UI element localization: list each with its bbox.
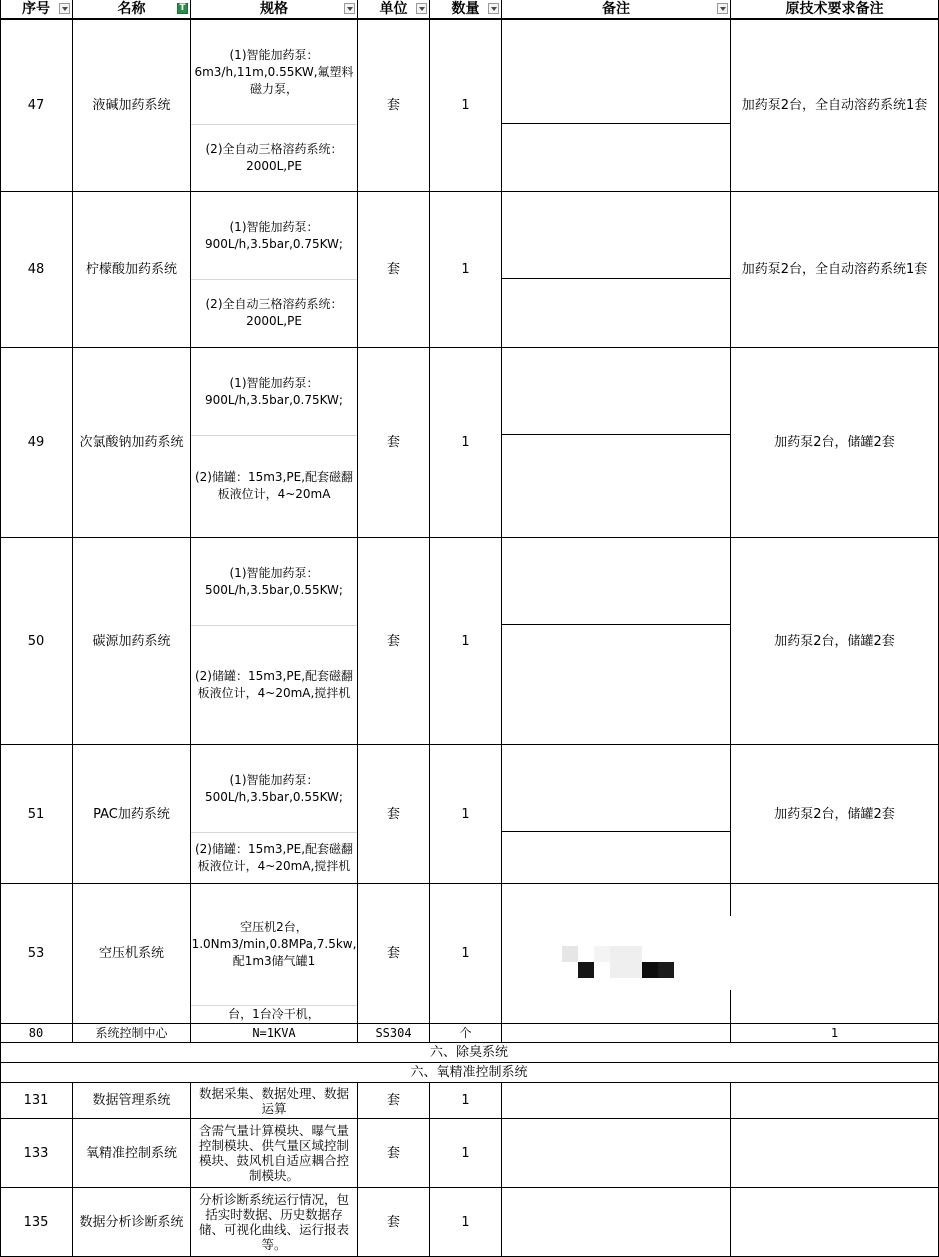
row-seq[interactable]: 50 xyxy=(0,538,73,745)
section-header: 六、氧精准控制系统 xyxy=(0,1063,939,1083)
row-name[interactable]: 碳源加药系统 xyxy=(73,538,191,745)
row-unit[interactable]: 套 xyxy=(358,348,430,538)
row-qty[interactable]: 1 xyxy=(430,1119,502,1188)
row-unit[interactable]: 套 xyxy=(358,1083,430,1119)
row-qty[interactable]: 1 xyxy=(430,20,502,192)
row-seq[interactable]: 135 xyxy=(0,1188,73,1257)
row-remark[interactable] xyxy=(502,1083,731,1119)
row-spec[interactable]: 含需气量计算模块、曝气量控制模块、供气量区域控制模块、鼓风机自适应耦合控制模块。 xyxy=(191,1119,358,1188)
border-gap xyxy=(728,916,732,990)
row-orig-remark[interactable]: 加药泵2台，全自动溶药系统1套 xyxy=(731,20,939,192)
redacted-pixel-block xyxy=(658,962,674,978)
row-remark[interactable] xyxy=(502,745,731,884)
spec-line-1: (1)智能加药泵：6m3/h,11m,0.55KW,氟塑料磁力泵， xyxy=(194,47,354,96)
row-name[interactable]: 次氯酸钠加药系统 xyxy=(73,348,191,538)
header-remark[interactable]: 备注 xyxy=(502,0,731,20)
spec-divider xyxy=(191,279,357,280)
filter-dropdown-icon[interactable] xyxy=(344,3,355,14)
row-remark[interactable] xyxy=(502,538,731,745)
spec-line-2: (2)储罐：15m3,PE,配套磁翻板液位计，4~20mA,搅拌机 xyxy=(194,841,354,873)
row-unit[interactable]: SS304 xyxy=(358,1024,430,1043)
row-name[interactable]: 数据管理系统 xyxy=(73,1083,191,1119)
row-name[interactable]: 氧精准控制系统 xyxy=(73,1119,191,1188)
row-orig-remark[interactable]: 加药泵2台，储罐2套 xyxy=(731,745,939,884)
header-seq[interactable]: 序号 xyxy=(0,0,73,20)
row-qty[interactable]: 1 xyxy=(430,538,502,745)
spec-divider xyxy=(191,1005,357,1006)
row-unit[interactable]: 套 xyxy=(358,20,430,192)
spec-line-1: 空压机2台，1.0Nm3/min,0.8MPa,7.5kw,配1m3储气罐1 xyxy=(191,920,357,968)
spec-line-1: (1)智能加药泵：900L/h,3.5bar,0.75KW; xyxy=(205,375,343,407)
row-seq[interactable]: 133 xyxy=(0,1119,73,1188)
redacted-pixel-block xyxy=(642,962,658,978)
row-remark[interactable] xyxy=(502,192,731,348)
filter-dropdown-icon[interactable] xyxy=(717,3,728,14)
spec-divider xyxy=(191,832,357,833)
filter-dropdown-icon[interactable] xyxy=(488,3,499,14)
remark-divider xyxy=(502,624,730,625)
row-name[interactable]: 液碱加药系统 xyxy=(73,20,191,192)
header-orig-remark[interactable]: 原技术要求备注 xyxy=(731,0,939,20)
row-name[interactable]: 数据分析诊断系统 xyxy=(73,1188,191,1257)
row-remark[interactable] xyxy=(502,1188,731,1257)
row-spec[interactable] xyxy=(191,884,358,1024)
row-name[interactable]: 空压机系统 xyxy=(73,884,191,1024)
filter-dropdown-icon[interactable] xyxy=(416,3,427,14)
spec-divider xyxy=(191,435,357,436)
row-unit[interactable]: 套 xyxy=(358,1119,430,1188)
row-name[interactable]: 柠檬酸加药系统 xyxy=(73,192,191,348)
spec-divider xyxy=(191,625,357,626)
row-seq[interactable]: 51 xyxy=(0,745,73,884)
remark-divider xyxy=(502,434,730,435)
row-seq[interactable]: 48 xyxy=(0,192,73,348)
row-qty[interactable]: 1 xyxy=(430,884,502,1024)
row-spec[interactable]: 数据采集、数据处理、数据运算 xyxy=(191,1083,358,1119)
row-spec[interactable]: N=1KVA xyxy=(191,1024,358,1043)
row-orig-remark[interactable]: 加药泵2台，全自动溶药系统1套 xyxy=(731,192,939,348)
spec-line-1: (1)智能加药泵：900L/h,3.5bar,0.75KW; xyxy=(205,219,343,251)
row-orig-remark[interactable]: 加药泵2台，储罐2套 xyxy=(731,348,939,538)
row-orig-remark[interactable] xyxy=(731,1083,939,1119)
row-seq[interactable]: 131 xyxy=(0,1083,73,1119)
row-qty[interactable]: 1 xyxy=(430,1188,502,1257)
remark-divider xyxy=(502,278,730,279)
remark-divider xyxy=(502,831,730,832)
row-remark[interactable] xyxy=(502,348,731,538)
remark-divider xyxy=(502,123,730,124)
spec-line-1: (1)智能加药泵：500L/h,3.5bar,0.55KW; xyxy=(205,772,343,804)
row-remark[interactable] xyxy=(502,1119,731,1188)
row-name[interactable]: 系统控制中心 xyxy=(73,1024,191,1043)
row-seq[interactable]: 47 xyxy=(0,20,73,192)
row-seq[interactable]: 49 xyxy=(0,348,73,538)
row-orig-remark[interactable]: 加药泵2台，储罐2套 xyxy=(731,538,939,745)
grid-left-border xyxy=(0,0,1,1257)
row-qty[interactable]: 1 xyxy=(430,745,502,884)
row-unit[interactable]: 套 xyxy=(358,192,430,348)
row-spec[interactable] xyxy=(191,20,358,192)
spec-line-2: (2)储罐：15m3,PE,配套磁翻板液位计，4~20mA xyxy=(194,470,354,501)
row-seq[interactable]: 80 xyxy=(0,1024,73,1043)
row-spec[interactable] xyxy=(191,192,358,348)
section-header: 六、除臭系统 xyxy=(0,1043,939,1063)
row-orig-remark[interactable] xyxy=(731,1119,939,1188)
row-unit[interactable]: 套 xyxy=(358,1188,430,1257)
header-qty[interactable]: 数量 xyxy=(430,0,502,20)
row-qty[interactable]: 1 xyxy=(430,1083,502,1119)
row-unit[interactable]: 套 xyxy=(358,745,430,884)
redacted-pixel-block xyxy=(578,962,594,978)
spec-line-2: 台，1台冷干机， xyxy=(228,1006,320,1021)
row-orig-remark[interactable]: 1 xyxy=(731,1024,939,1043)
redacted-pixel-block xyxy=(594,946,610,962)
filter-active-icon[interactable] xyxy=(177,3,188,14)
spec-line-2: (2)储罐：15m3,PE,配套磁翻板液位计，4~20mA,搅拌机 xyxy=(194,668,354,700)
header-unit[interactable]: 单位 xyxy=(358,0,430,20)
header-spec[interactable]: 规格 xyxy=(191,0,358,20)
spec-line-1: (1)智能加药泵：500L/h,3.5bar,0.55KW; xyxy=(205,565,343,597)
row-orig-remark[interactable] xyxy=(731,1188,939,1257)
row-unit[interactable]: 套 xyxy=(358,884,430,1024)
row-qty[interactable]: 1 xyxy=(430,192,502,348)
row-spec[interactable] xyxy=(191,538,358,745)
spec-line-2: (2)全自动三格溶药系统：2000L,PE xyxy=(205,141,343,173)
row-spec[interactable] xyxy=(191,348,358,538)
row-remark[interactable] xyxy=(502,20,731,192)
row-qty[interactable]: 1 xyxy=(430,348,502,538)
row-unit[interactable]: 套 xyxy=(358,538,430,745)
row-spec[interactable]: 分析诊断系统运行情况，包括实时数据、历史数据存储、可视化曲线、运行报表等。 xyxy=(191,1188,358,1257)
row-name[interactable]: PAC加药系统 xyxy=(73,745,191,884)
row-spec[interactable] xyxy=(191,745,358,884)
row-orig-remark[interactable] xyxy=(731,884,939,1024)
spec-divider xyxy=(191,124,357,125)
spec-line-2: (2)全自动三格溶药系统：2000L,PE xyxy=(205,297,343,328)
redacted-pixel-block xyxy=(562,946,578,962)
row-seq[interactable]: 53 xyxy=(0,884,73,1024)
row-remark[interactable] xyxy=(502,1024,731,1043)
row-qty[interactable]: 个 xyxy=(430,1024,502,1043)
redacted-pixel-block xyxy=(610,946,642,978)
filter-dropdown-icon[interactable] xyxy=(59,3,70,14)
header-name[interactable]: 名称 T xyxy=(73,0,191,20)
